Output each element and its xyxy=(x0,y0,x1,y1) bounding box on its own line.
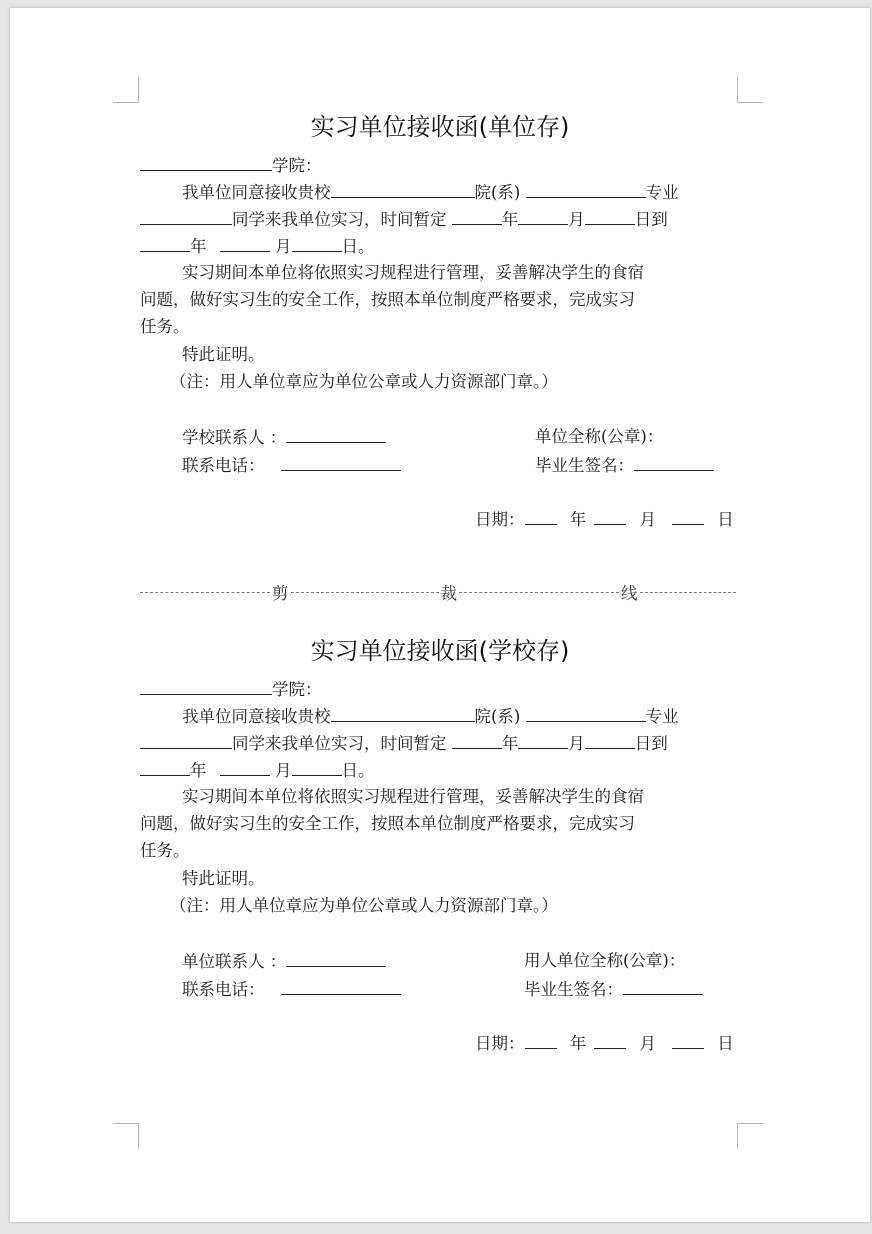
contact-blank[interactable] xyxy=(286,951,386,967)
cut-word-1: 剪 xyxy=(272,584,289,603)
cut-word-2: 裁 xyxy=(440,584,457,603)
school-blank[interactable] xyxy=(331,182,475,198)
section1-para2-line2: 问题，做好实习生的安全工作，按照本单位制度严格要求，完成实习 xyxy=(140,290,635,309)
phone-blank[interactable] xyxy=(281,979,401,995)
start-day-blank[interactable] xyxy=(585,209,635,225)
contact-blank[interactable] xyxy=(286,427,386,443)
document-page xyxy=(10,8,870,1222)
accept-text: 我单位同意接收贵校 xyxy=(182,183,331,202)
date-day-blank[interactable] xyxy=(672,509,704,525)
date-year-blank[interactable] xyxy=(525,509,557,525)
section1-title: 实习单位接收函(单位存) xyxy=(310,113,570,141)
section2-para2-line2: 问题，做好实习生的安全工作，按照本单位制度严格要求，完成实习 xyxy=(140,814,635,833)
date-year-blank[interactable] xyxy=(525,1033,557,1049)
end-month-blank[interactable] xyxy=(220,236,270,252)
date-month-blank[interactable] xyxy=(594,509,626,525)
margin-corner-top-right xyxy=(737,77,763,103)
start-year-blank[interactable] xyxy=(452,733,502,749)
section2-title: 实习单位接收函(学校存) xyxy=(310,637,570,665)
section1-unit-name: 单位全称(公章)： xyxy=(535,427,664,446)
major-blank[interactable] xyxy=(526,706,646,722)
student-blank[interactable] xyxy=(140,209,232,225)
section1-phone: 联系电话： xyxy=(182,455,401,476)
end-day-blank[interactable] xyxy=(292,760,342,776)
section1-college-line xyxy=(140,155,740,176)
signature-blank[interactable] xyxy=(634,455,714,471)
college-blank[interactable] xyxy=(140,679,272,695)
section2-accept-line xyxy=(140,706,740,727)
section2-date: 日期： 年 月 日 xyxy=(475,1034,734,1053)
section1-signature: 毕业生签名： xyxy=(535,455,714,476)
section1-note: （注：用人单位章应为单位公章或人力资源部门章。） xyxy=(170,372,558,391)
college-suffix: 学院： xyxy=(272,156,322,175)
date-day-blank[interactable] xyxy=(672,1033,704,1049)
section1-accept-line xyxy=(140,182,740,203)
section1-date: 日期： 年 月 日 xyxy=(475,510,734,529)
start-month-blank[interactable] xyxy=(518,209,568,225)
section2-para2-line3: 任务。 xyxy=(140,841,190,860)
margin-corner-top-left xyxy=(113,77,139,103)
section1-certify: 特此证明。 xyxy=(182,345,265,364)
end-month-blank[interactable] xyxy=(220,760,270,776)
end-year-blank[interactable] xyxy=(140,236,190,252)
section2-certify: 特此证明。 xyxy=(182,869,265,888)
student-blank[interactable] xyxy=(140,733,232,749)
major-text: 专业 xyxy=(645,183,679,202)
section1-end-date-line: 年 月 日。 xyxy=(140,236,740,257)
phone-blank[interactable] xyxy=(281,455,401,471)
section2-contact: 单位联系人 ： xyxy=(182,951,386,972)
section2-unit-name: 用人单位全称(公章)： xyxy=(524,951,686,970)
section1-para2-line3: 任务。 xyxy=(140,317,190,336)
department-text: 院(系) xyxy=(474,707,521,726)
start-month-blank[interactable] xyxy=(518,733,568,749)
section2-note: （注：用人单位章应为单位公章或人力资源部门章。） xyxy=(170,896,558,915)
start-year-blank[interactable] xyxy=(452,209,502,225)
accept-text: 我单位同意接收贵校 xyxy=(182,707,331,726)
major-text: 专业 xyxy=(645,707,679,726)
section2-college-line xyxy=(140,679,740,700)
start-day-blank[interactable] xyxy=(585,733,635,749)
major-blank[interactable] xyxy=(526,182,646,198)
signature-blank[interactable] xyxy=(623,979,703,995)
student-text: 同学来我单位实习，时间暂定 xyxy=(232,210,447,229)
cut-word-3: 线 xyxy=(621,584,638,603)
section2-para2-line1: 实习期间本单位将依照实习规程进行管理，妥善解决学生的食宿 xyxy=(182,787,644,806)
section2-end-date-line: 年 月 日。 xyxy=(140,760,740,781)
margin-corner-bottom-right xyxy=(737,1123,763,1149)
section2-student-line: 同学来我单位实习，时间暂定 年 月 日到 xyxy=(140,733,740,754)
date-month-blank[interactable] xyxy=(594,1033,626,1049)
section1-student-line: 同学来我单位实习，时间暂定 年 月 日到 xyxy=(140,209,740,230)
end-day-blank[interactable] xyxy=(292,236,342,252)
section1-para2-line1: 实习期间本单位将依照实习规程进行管理，妥善解决学生的食宿 xyxy=(182,263,644,282)
section2-signature: 毕业生签名： xyxy=(524,979,703,1000)
student-text: 同学来我单位实习，时间暂定 xyxy=(232,734,447,753)
college-suffix: 学院： xyxy=(272,680,322,699)
department-text: 院(系) xyxy=(474,183,521,202)
end-year-blank[interactable] xyxy=(140,760,190,776)
section1-contact: 学校联系人 ： xyxy=(182,427,386,448)
cut-line xyxy=(140,582,736,602)
college-blank[interactable] xyxy=(140,155,272,171)
school-blank[interactable] xyxy=(331,706,475,722)
section2-phone: 联系电话： xyxy=(182,979,401,1000)
margin-corner-bottom-left xyxy=(113,1123,139,1149)
